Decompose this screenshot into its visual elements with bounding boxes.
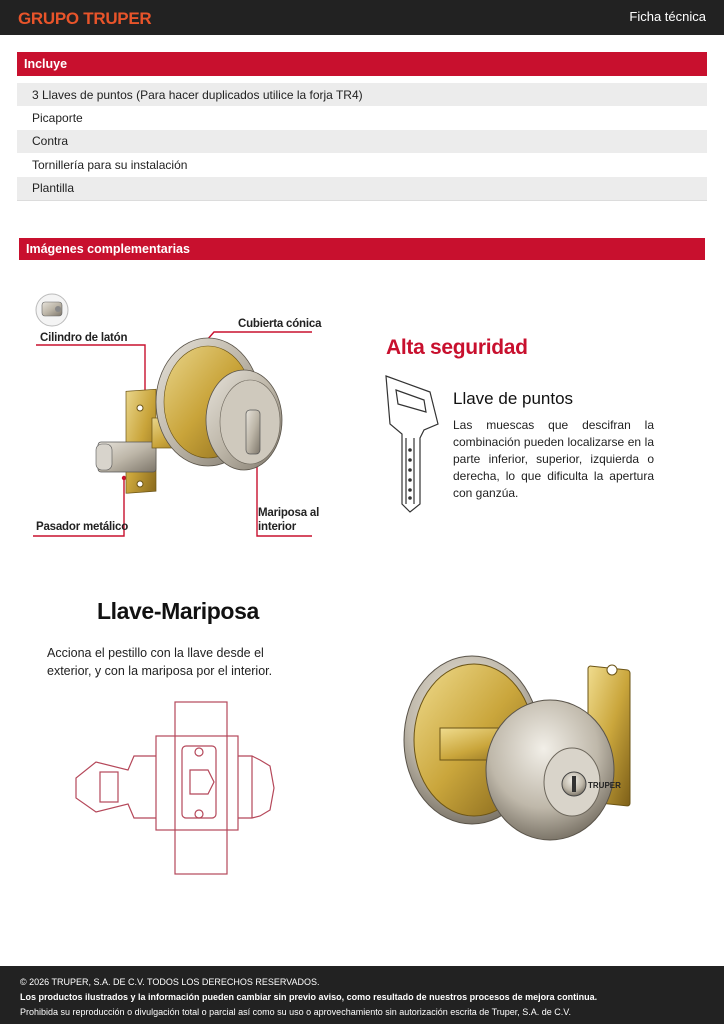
footer-notice: Los productos ilustrados y la información pueden cambiar sin previo aviso, como resultado de nuestros procesos de mejora continua. [20,992,598,1002]
list-item: Contra [17,130,707,153]
bolt-icon [96,442,156,472]
bolt-label: Pasador metálico [36,521,129,533]
thumbturn-label-line2: interior [258,521,297,533]
document-title: Ficha técnica [629,9,706,24]
security-heading: Alta seguridad [386,336,528,359]
butterfly-lock-diagram [72,700,278,876]
butterfly-description: Acciona el pestillo con la llave desde el exterior, y con la mariposa por el interior. [47,646,273,678]
complementary-section-header: Imágenes complementarias [19,238,705,260]
butterfly-title: Llave-Mariposa [97,598,259,624]
cover-label: Cubierta cónica [238,318,322,330]
list-divider [17,200,707,201]
list-item: Picaporte [17,106,707,129]
cylinder-icon [36,294,68,326]
footer [0,966,724,1024]
deadbolt-product-photo [400,640,640,845]
dimple-key-icon [380,372,444,514]
includes-section-header: Incluye [17,52,707,76]
list-item: 3 Llaves de puntos (Para hacer duplicados utilice la forja TR4) [17,83,707,106]
brand-logo: GRUPO TRUPER [18,9,152,28]
cylinder-label: Cilindro de latón [40,332,128,344]
strike-plate-icon [126,389,156,493]
product-key-logo: TRUPER [588,781,621,790]
footer-copyright: © 2026 TRUPER, S.A. DE C.V. TODOS LOS DERECHOS RESERVADOS. [20,977,320,987]
includes-list [17,83,707,201]
top-bar [0,0,724,35]
footer-prohibition: Prohibida su reproducción o divulgación total o parcial así como su uso o aprovechamiento sin autorización escrita de Truper, S.A. de C.V. [20,1007,571,1017]
thumbturn-icon [156,338,282,470]
thumbturn-label-line1: Mariposa al [258,507,320,519]
list-item: Tornillería para su instalación [17,153,707,176]
key-description: Las muescas que descifran la combinación pueden localizarse en la parte inferior, superior, izquierda o derecha, lo que dificulta la apertura con ganzúa. [453,418,654,500]
list-item: Plantilla [17,177,707,200]
key-title: Llave de puntos [453,389,574,408]
